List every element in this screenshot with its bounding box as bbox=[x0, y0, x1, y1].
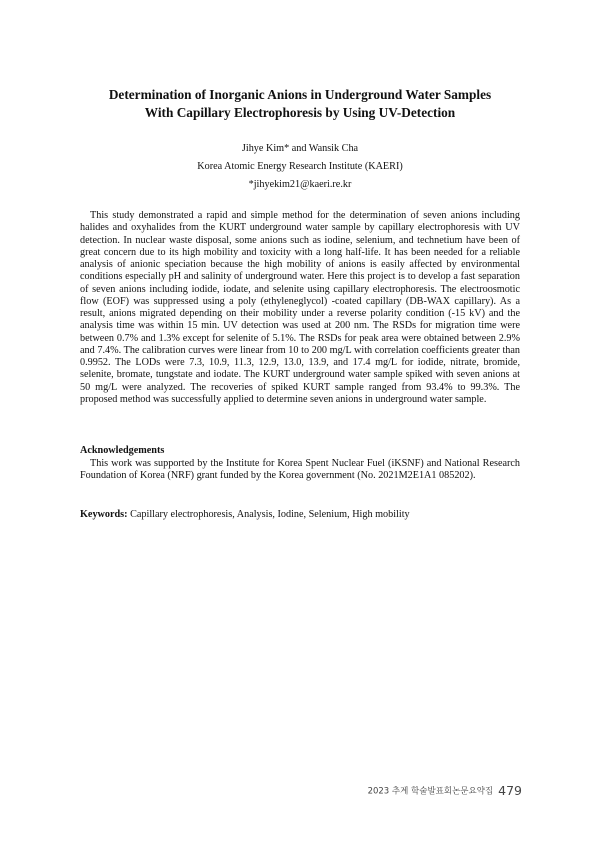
acknowledgements-heading: Acknowledgements bbox=[80, 445, 165, 456]
keywords bbox=[80, 509, 520, 521]
acknowledgements-text: This work was supported by the Institute for Korea Spent Nuclear Fuel (iKSNF) and National Research Foundation of Korea (NRF) grant funded by the Korea government (No. 2021M2E1A1 085202). bbox=[80, 458, 520, 482]
running-title: 2023 추계 학술발표회논문요약집 bbox=[367, 786, 494, 797]
page-footer bbox=[368, 780, 522, 799]
authors: Jihye Kim* and Wansik Cha bbox=[241, 143, 359, 154]
title-line-2: With Capillary Electrophoresis by Using UV-Detection bbox=[144, 104, 456, 120]
corresponding-email: *jihyekim21@kaeri.re.kr bbox=[248, 179, 352, 190]
keywords-label: Keywords: bbox=[80, 509, 128, 520]
page-number: 479 bbox=[498, 783, 522, 798]
paper-title bbox=[70, 86, 530, 121]
abstract-paragraph: This study demonstrated a rapid and simple method for the determination of seven anions including halides and oxyhalides from the KURT underground water sample by capillary electrophoresis with UV detection. In nuclear waste disposal, some anions such as iodine, selenium, and technetium have been of great concern due to its high mobility and toxicity with a long half-life. It has been needed for a reliable analysis of anionic speciation because the high mobility of anions is easily affected by environmental conditions especially pH and salinity of underground water. Here this project is to develop a fast separation of seven anions including iodide, iodate, and selenite using capillary electrophoresis. The electroosmotic flow (EOF) was suppressed using a poly (ethyleneglycol) -coated capillary (DB-WAX capillary). As a result, anions migrated depending on their mobility under a reverse polarity condition (-15 kV) and the analysis time was within 15 min. UV detection was used at 200 nm. The RSDs for migration time were between 0.7% and 1.3% except for selenite of 5.1%. The RSDs for peak area were obtained between 2.9% and 7.4%. The calibration curves were linear from 10 to 200 mg/L with correlation coefficients greater than 0.9952. The LODs were 7.3, 10.9, 11.3, 12.9, 13.0, 13.9, and 17.4 mg/L for iodide, nitrate, bromide, selenite, bromate, tungstate and iodate. The KURT underground water sample spiked with seven anions at 50 mg/L were analyzed. The recoveries of spiked KURT sample ranged from 93.4% to 99.3%. The proposed method was successfully applied to determine seven anions in underground water sample. bbox=[80, 210, 520, 405]
title-line-1: Determination of Inorganic Anions in Underground Water Samples bbox=[108, 87, 492, 102]
affiliation: Korea Atomic Energy Research Institute (KAERI) bbox=[197, 161, 403, 172]
keywords-list: Capillary electrophoresis, Analysis, Iodine, Selenium, High mobility bbox=[127, 509, 410, 520]
